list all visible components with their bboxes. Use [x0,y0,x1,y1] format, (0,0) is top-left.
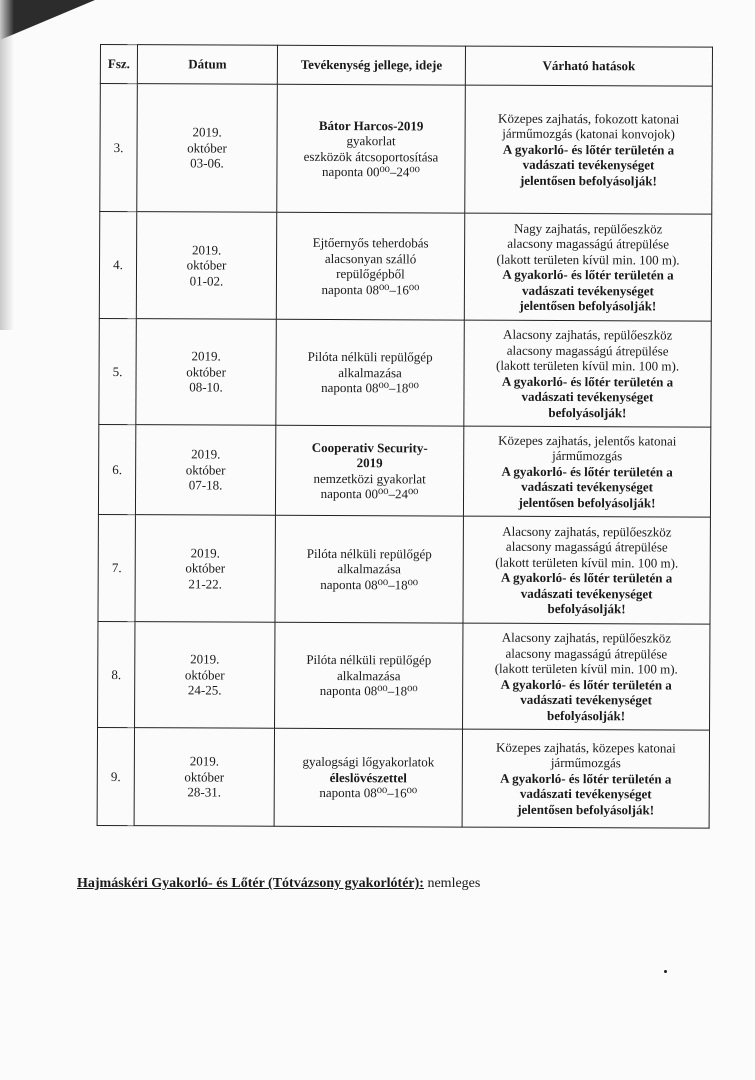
row-effects [463,516,710,624]
footer-line [77,876,480,892]
header-date: Dátum [137,45,277,85]
effects-line: járműmozgás [550,755,621,771]
activity-line: alacsonyan szálló [324,250,417,266]
row-effects [464,320,711,427]
scan-edge-shadow [0,0,14,330]
date-line: október [186,257,227,273]
effects-line: (lakott területen kívül min. 100 m). [494,660,678,677]
row-effects [464,213,711,321]
date-line: október [185,462,226,478]
activity-line: Bátor Harcos-2019 [318,117,424,133]
activity-line: gyalogsági lőgyakorlatok [302,754,435,770]
row-date [135,515,275,623]
activity-line: naponta 08⁰⁰–16⁰⁰ [319,785,418,801]
effects-line: jelentősen befolyásolják! [519,297,657,314]
row-effects [463,623,710,730]
activity-line: Pilóta nélküli repülőgép [307,349,433,365]
activity-line: Pilóta nélküli repülőgép [306,652,432,668]
effects-line: Nagy zajhatás, repülőeszköz [513,220,663,236]
effects-line: Alacsony zajhatás, repülőeszköz [502,523,672,539]
table-row [99,212,711,322]
row-number: 6. [98,424,135,514]
activity-line: alkalmazása [336,667,401,684]
activity-line: alkalmazása [337,561,401,577]
row-date [135,425,275,516]
effects-line: járműmozgás (katonai konvojok) [502,126,675,142]
activity-line: repülőgépből [336,266,405,282]
activity-line: Ejtőernyős teherdobás [312,234,429,251]
date-line: október [187,140,227,156]
date-line: 08-10. [189,379,223,395]
date-line: október [184,769,225,785]
activity-line: alkalmazása [338,364,402,381]
date-line: 2019. [190,651,220,667]
footer-value: nemleges [427,876,481,891]
effects-line: alacsony magasságú átrepülése [505,645,668,661]
date-line: 2019. [191,242,222,258]
row-activity [275,425,463,516]
effects-line: jelentősen befolyásolják! [517,801,655,818]
table-row [98,621,710,730]
scan-corner-shadow [0,0,95,40]
footer-location: Hajmáskéri Gyakorló- és Lőtér (Tótvázsony gyakorlótér): [77,876,424,891]
header-effects: Várható hatások [465,46,712,86]
date-line: 03-06. [190,155,224,171]
activity-line: naponta 00⁰⁰–24⁰⁰ [320,485,419,502]
activity-line: Pilóta nélküli repülőgép [306,545,432,562]
header-row [100,45,712,87]
effects-line: A gyakorló- és lőtér területén a [501,463,673,480]
effects-line: vadászati tevékenységet [519,786,652,802]
table-row [98,424,710,517]
row-date [136,319,276,426]
effects-line: jelentősen befolyásolják! [519,172,657,189]
row-activity [274,728,462,827]
activity-line: éleslövészettel [329,769,407,786]
effects-line: vadászati tevékenységet [521,388,654,405]
table-row [97,727,709,828]
row-date [135,622,275,729]
row-number: 8. [98,621,135,727]
effects-line: (lakott területen kívül min. 100 m). [495,554,679,571]
date-line: október [185,560,226,576]
effects-line: A gyakorló- és lőtér területén a [502,141,675,158]
row-activity [277,84,466,213]
date-line: 21-22. [188,576,222,592]
row-number: 3. [100,84,138,212]
date-line: 2019. [191,348,221,364]
activity-line: 2019 [356,455,383,471]
effects-line: jelentősen befolyásolják! [518,494,656,511]
date-line: október [186,364,226,380]
date-line: 01-02. [189,273,224,289]
effects-line: befolyásolják! [547,707,626,723]
activity-line: naponta 00⁰⁰–24⁰⁰ [322,163,420,180]
row-effects [463,426,710,517]
effects-line: Alacsony zajhatás, repülőeszköz [503,326,673,343]
effects-line: vadászati tevékenységet [520,691,653,708]
row-activity [276,319,464,426]
table-row [99,318,711,427]
table-row [98,514,710,624]
date-line: 2019. [192,124,222,140]
effects-line: A gyakorló- és lőtér területén a [501,569,673,586]
effects-line: vadászati tevékenységet [522,157,655,173]
effects-line: A gyakorló- és lőtér területén a [500,770,672,787]
activity-line: gyakorlat [346,133,396,149]
row-activity [275,515,463,623]
row-number: 7. [98,514,135,621]
row-activity [276,212,464,320]
date-line: október [184,667,225,683]
row-number: 4. [99,212,136,319]
row-date [137,84,278,213]
effects-line: befolyásolják! [548,404,627,420]
table-header [100,45,712,87]
effects-line: alacsony magasságú átrepülése [506,342,669,358]
scan-speck [664,970,667,973]
schedule-table [97,44,713,829]
effects-line: befolyásolják! [547,600,626,617]
table-body [97,84,712,829]
effects-line: (lakott területen kívül min. 100 m). [496,357,680,374]
header-number: Fsz. [100,45,137,84]
effects-line: Alacsony zajhatás, repülőeszköz [501,629,672,646]
effects-line: Közepes zajhatás, közepes katonai [496,739,676,756]
effects-line: (lakott területen kívül min. 100 m). [496,251,680,268]
effects-line: A gyakorló- és lőtér területén a [500,676,672,693]
row-effects [462,729,709,828]
row-effects [465,85,713,214]
effects-line: alacsony magasságú átrepülése [507,235,670,252]
row-date [134,728,274,827]
activity-line: naponta 08⁰⁰–18⁰⁰ [321,380,419,396]
activity-line: Cooperativ Security- [311,439,428,455]
row-number: 9. [97,727,134,825]
table-row [100,84,713,215]
date-line: 2019. [190,545,220,561]
effects-line: vadászati tevékenységet [520,585,653,601]
row-activity [275,622,463,729]
effects-line: vadászati tevékenységet [522,282,654,298]
effects-line: járműmozgás [552,448,623,464]
effects-line: alacsony magasságú átrepülése [505,538,668,555]
activity-line: nemzetközi gyakorlat [313,470,426,486]
effects-line: vadászati tevékenységet [521,479,653,495]
date-line: 07-18. [188,477,223,493]
activity-line: naponta 08⁰⁰–18⁰⁰ [319,683,418,699]
date-line: 2019. [189,753,220,769]
row-date [136,212,276,320]
date-line: 24-25. [187,682,222,698]
activity-line: naponta 08⁰⁰–16⁰⁰ [321,281,420,297]
header-activity: Tevékenység jellege, ideje [277,45,465,85]
row-number: 5. [99,318,136,424]
activity-line: eszközök átcsoportosítása [303,148,439,164]
date-line: 28-31. [187,784,222,800]
activity-line: naponta 08⁰⁰–18⁰⁰ [320,576,419,593]
effects-line: A gyakorló- és lőtér területén a [502,266,674,283]
date-line: 2019. [191,446,221,462]
effects-line: A gyakorló- és lőtér területén a [501,373,674,390]
effects-line: Közepes zajhatás, fokozott katonai [498,110,680,127]
effects-line: Közepes zajhatás, jelentős katonai [498,432,677,449]
